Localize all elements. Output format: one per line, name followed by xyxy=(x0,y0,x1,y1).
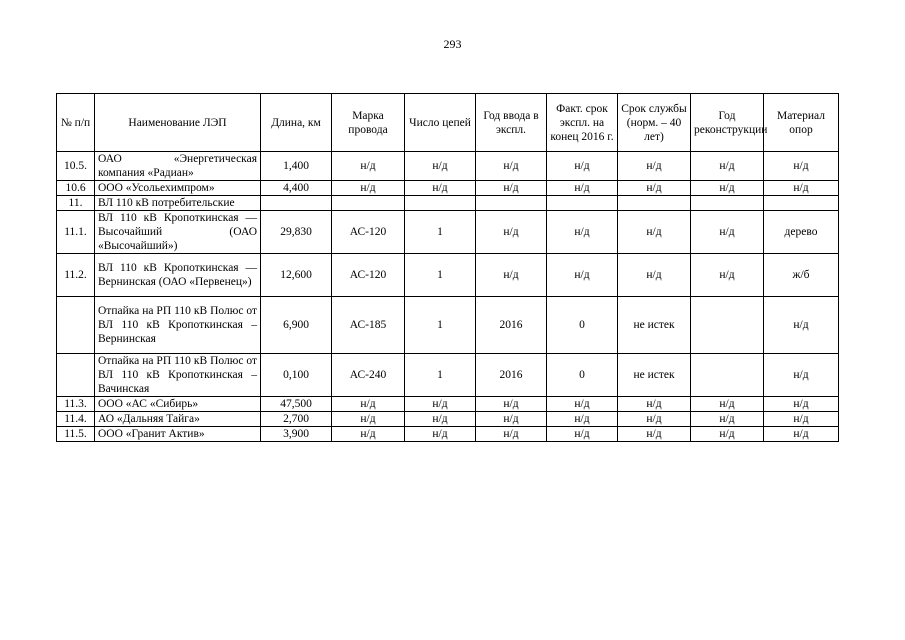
header-wire: Марка провода xyxy=(332,94,405,152)
cell-length: 3,900 xyxy=(261,427,332,442)
cell-wire: н/д xyxy=(332,412,405,427)
cell-circuits: 1 xyxy=(405,211,476,254)
cell-name: Отпайка на РП 110 кВ Полюс от ВЛ 110 кВ Кропоткинская – Вачинская xyxy=(95,354,261,397)
cell-fact xyxy=(547,196,618,211)
cell-num: 11. xyxy=(57,196,95,211)
table-row xyxy=(57,254,839,297)
table-row xyxy=(57,181,839,196)
cell-service: н/д xyxy=(618,152,691,181)
cell-recon xyxy=(691,196,764,211)
table-row xyxy=(57,354,839,397)
cell-num: 11.3. xyxy=(57,397,95,412)
cell-fact: н/д xyxy=(547,211,618,254)
cell-material: н/д xyxy=(764,181,839,196)
cell-recon: н/д xyxy=(691,211,764,254)
header-name: Наименование ЛЭП xyxy=(95,94,261,152)
cell-length xyxy=(261,196,332,211)
cell-service: н/д xyxy=(618,254,691,297)
cell-num: 10.6 xyxy=(57,181,95,196)
cell-circuits: н/д xyxy=(405,427,476,442)
cell-wire: н/д xyxy=(332,397,405,412)
cell-service: н/д xyxy=(618,211,691,254)
cell-name: ВЛ 110 кВ Кропоткинская — Вернинская (ОАО «Первенец») xyxy=(95,254,261,297)
cell-year: н/д xyxy=(476,254,547,297)
cell-length: 4,400 xyxy=(261,181,332,196)
cell-material xyxy=(764,196,839,211)
cell-num: 11.1. xyxy=(57,211,95,254)
header-recon: Год реконструкции xyxy=(691,94,764,152)
cell-material: дерево xyxy=(764,211,839,254)
cell-num: 10.5. xyxy=(57,152,95,181)
table-section-row xyxy=(57,196,839,211)
table-row xyxy=(57,152,839,181)
cell-length: 29,830 xyxy=(261,211,332,254)
header-length: Длина, км xyxy=(261,94,332,152)
cell-year: 2016 xyxy=(476,297,547,354)
cell-fact: н/д xyxy=(547,254,618,297)
cell-service: н/д xyxy=(618,412,691,427)
cell-recon: н/д xyxy=(691,427,764,442)
table-row xyxy=(57,211,839,254)
cell-service: н/д xyxy=(618,427,691,442)
cell-length: 47,500 xyxy=(261,397,332,412)
cell-name: ОАО «Энергетическая компания «Радиан» xyxy=(95,152,261,181)
cell-recon xyxy=(691,354,764,397)
header-row xyxy=(57,94,839,152)
cell-name: ВЛ 110 кВ потребительские xyxy=(95,196,261,211)
cell-material: н/д xyxy=(764,354,839,397)
page-number: 293 xyxy=(443,37,462,51)
cell-year: н/д xyxy=(476,397,547,412)
cell-material: ж/б xyxy=(764,254,839,297)
cell-year: н/д xyxy=(476,412,547,427)
cell-name: ООО «Гранит Актив» xyxy=(95,427,261,442)
cell-circuits: н/д xyxy=(405,181,476,196)
cell-material: н/д xyxy=(764,427,839,442)
cell-recon: н/д xyxy=(691,181,764,196)
cell-name: ООО «Усольехимпром» xyxy=(95,181,261,196)
table-row xyxy=(57,427,839,442)
cell-wire: АС-120 xyxy=(332,254,405,297)
cell-wire: АС-240 xyxy=(332,354,405,397)
header-year: Год ввода в экспл. xyxy=(476,94,547,152)
header-circuits: Число цепей xyxy=(405,94,476,152)
table-row xyxy=(57,397,839,412)
cell-service: не истек xyxy=(618,297,691,354)
cell-fact: 0 xyxy=(547,354,618,397)
cell-recon: н/д xyxy=(691,397,764,412)
cell-fact: н/д xyxy=(547,412,618,427)
cell-service: не истек xyxy=(618,354,691,397)
cell-service xyxy=(618,196,691,211)
cell-wire: АС-185 xyxy=(332,297,405,354)
cell-recon: н/д xyxy=(691,412,764,427)
cell-length: 6,900 xyxy=(261,297,332,354)
header-service: Срок службы (норм. – 40 лет) xyxy=(618,94,691,152)
cell-wire: н/д xyxy=(332,181,405,196)
cell-wire: н/д xyxy=(332,152,405,181)
cell-recon xyxy=(691,297,764,354)
cell-year xyxy=(476,196,547,211)
cell-wire: АС-120 xyxy=(332,211,405,254)
cell-name: АО «Дальняя Тайга» xyxy=(95,412,261,427)
cell-fact: н/д xyxy=(547,181,618,196)
table-row xyxy=(57,297,839,354)
header-material: Материал опор xyxy=(764,94,839,152)
cell-num xyxy=(57,297,95,354)
cell-service: н/д xyxy=(618,181,691,196)
cell-material: н/д xyxy=(764,397,839,412)
cell-length: 1,400 xyxy=(261,152,332,181)
cell-fact: н/д xyxy=(547,427,618,442)
table-row xyxy=(57,412,839,427)
cell-circuits: 1 xyxy=(405,354,476,397)
cell-circuits: н/д xyxy=(405,412,476,427)
cell-circuits: 1 xyxy=(405,297,476,354)
cell-recon: н/д xyxy=(691,152,764,181)
cell-wire xyxy=(332,196,405,211)
cell-year: н/д xyxy=(476,211,547,254)
cell-year: н/д xyxy=(476,152,547,181)
cell-circuits: 1 xyxy=(405,254,476,297)
cell-material: н/д xyxy=(764,152,839,181)
cell-fact: н/д xyxy=(547,152,618,181)
cell-material: н/д xyxy=(764,297,839,354)
cell-service: н/д xyxy=(618,397,691,412)
cell-num: 11.4. xyxy=(57,412,95,427)
header-fact: Факт. срок экспл. на конец 2016 г. xyxy=(547,94,618,152)
cell-wire: н/д xyxy=(332,427,405,442)
cell-fact: н/д xyxy=(547,397,618,412)
power-lines-table xyxy=(56,93,839,442)
cell-length: 0,100 xyxy=(261,354,332,397)
cell-num xyxy=(57,354,95,397)
cell-circuits: н/д xyxy=(405,397,476,412)
cell-name: ООО «АС «Сибирь» xyxy=(95,397,261,412)
cell-year: н/д xyxy=(476,181,547,196)
cell-length: 12,600 xyxy=(261,254,332,297)
cell-name: ВЛ 110 кВ Кропоткинская — Высочайший (ОАО «Высочайший») xyxy=(95,211,261,254)
cell-num: 11.5. xyxy=(57,427,95,442)
cell-year: 2016 xyxy=(476,354,547,397)
cell-num: 11.2. xyxy=(57,254,95,297)
cell-circuits: н/д xyxy=(405,152,476,181)
cell-name: Отпайка на РП 110 кВ Полюс от ВЛ 110 кВ Кропоткинская – Вернинская xyxy=(95,297,261,354)
cell-year: н/д xyxy=(476,427,547,442)
header-num: № п/п xyxy=(57,94,95,152)
cell-circuits xyxy=(405,196,476,211)
cell-length: 2,700 xyxy=(261,412,332,427)
cell-material: н/д xyxy=(764,412,839,427)
cell-recon: н/д xyxy=(691,254,764,297)
cell-fact: 0 xyxy=(547,297,618,354)
